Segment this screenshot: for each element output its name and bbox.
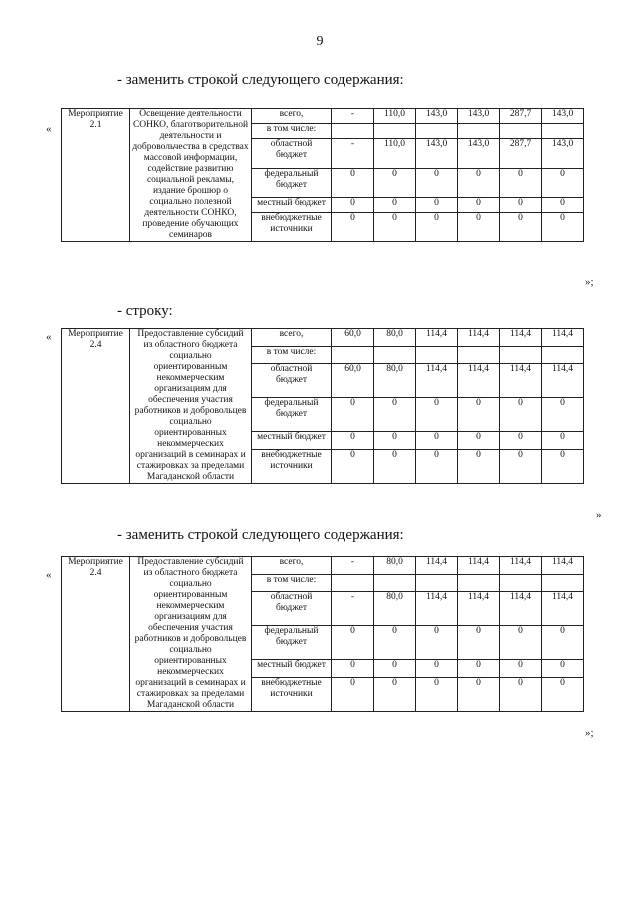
value-cell: 114,4 (500, 329, 542, 347)
value-cell: 110,0 (374, 139, 416, 168)
value-cell: 0 (374, 212, 416, 241)
value-cell: 0 (332, 432, 374, 450)
value-cell: 0 (416, 197, 458, 212)
funding-source-cell: местный бюджет (252, 197, 332, 212)
closing-quote: »; (585, 276, 594, 288)
table-row (62, 109, 584, 124)
value-cell: 114,4 (416, 329, 458, 347)
closing-quote: » (596, 509, 602, 521)
value-cell (500, 574, 542, 592)
funding-source-cell: федеральный бюджет (252, 168, 332, 197)
funding-source-cell: в том числе: (252, 346, 332, 364)
value-cell: 60,0 (332, 329, 374, 347)
heading-replace-1: - заменить строкой следующего содержания: (117, 72, 404, 88)
value-cell: 0 (374, 197, 416, 212)
value-cell: 0 (374, 660, 416, 678)
value-cell: 0 (374, 449, 416, 483)
opening-quote: « (46, 569, 52, 581)
value-cell: 143,0 (458, 139, 500, 168)
value-cell: 114,4 (542, 329, 584, 347)
value-cell: 114,4 (542, 592, 584, 626)
page-number: 9 (316, 34, 324, 49)
value-cell: 143,0 (458, 109, 500, 124)
value-cell (542, 346, 584, 364)
value-cell: 0 (542, 168, 584, 197)
value-cell: 0 (332, 626, 374, 660)
value-cell: - (332, 139, 374, 168)
value-cell: 0 (458, 197, 500, 212)
value-cell: 114,4 (458, 557, 500, 575)
funding-source-cell: всего, (252, 109, 332, 124)
value-cell: 114,4 (500, 557, 542, 575)
value-cell: 80,0 (374, 592, 416, 626)
value-cell: 114,4 (416, 364, 458, 398)
funding-source-cell: местный бюджет (252, 660, 332, 678)
value-cell: 0 (542, 660, 584, 678)
value-cell: 0 (542, 432, 584, 450)
funding-source-cell: федеральный бюджет (252, 398, 332, 432)
value-cell: - (332, 592, 374, 626)
value-cell: 114,4 (458, 364, 500, 398)
value-cell (332, 346, 374, 364)
opening-quote: « (46, 123, 52, 135)
value-cell: 0 (332, 168, 374, 197)
funding-source-cell: внебюджетные источники (252, 212, 332, 241)
value-cell: 114,4 (542, 557, 584, 575)
value-cell: 0 (374, 398, 416, 432)
value-cell (458, 346, 500, 364)
funding-source-cell: внебюджетные источники (252, 677, 332, 711)
value-cell: 0 (500, 660, 542, 678)
value-cell: 0 (542, 677, 584, 711)
value-cell: 287,7 (500, 109, 542, 124)
value-cell (500, 124, 542, 139)
value-cell: 0 (332, 677, 374, 711)
description-cell: Освещение деятельности СОНКО, благотворительной деятельности и добровольчества в средствах массовой информации, содействие развитию социальной рекламы, издание брошюр о социально полезной деятельности СОНКО, проведение обучающих семинаров (130, 109, 252, 242)
funding-source-cell: областной бюджет (252, 139, 332, 168)
value-cell: 0 (500, 449, 542, 483)
value-cell: 0 (500, 197, 542, 212)
value-cell: 114,4 (500, 592, 542, 626)
value-cell: 0 (458, 212, 500, 241)
value-cell: 0 (500, 212, 542, 241)
closing-quote: »; (585, 727, 594, 739)
value-cell: 114,4 (458, 592, 500, 626)
value-cell: 0 (416, 398, 458, 432)
value-cell: 114,4 (416, 592, 458, 626)
value-cell: 0 (500, 168, 542, 197)
value-cell (416, 346, 458, 364)
value-cell: 0 (374, 168, 416, 197)
value-cell: 0 (416, 168, 458, 197)
value-cell: 0 (416, 212, 458, 241)
opening-quote: « (46, 331, 52, 343)
table-row (62, 557, 584, 575)
heading-replace-2: - заменить строкой следующего содержания: (117, 527, 404, 543)
funding-source-cell: внебюджетные источники (252, 449, 332, 483)
value-cell: 80,0 (374, 557, 416, 575)
value-cell: 0 (416, 626, 458, 660)
value-cell: 114,4 (458, 329, 500, 347)
value-cell: 0 (416, 449, 458, 483)
event-cell: Мероприятие 2.4 (62, 329, 130, 484)
value-cell: 0 (374, 432, 416, 450)
funding-source-cell: областной бюджет (252, 364, 332, 398)
value-cell: 0 (374, 677, 416, 711)
value-cell: 0 (500, 626, 542, 660)
value-cell: 0 (416, 660, 458, 678)
table-row (62, 329, 584, 347)
value-cell: 0 (332, 212, 374, 241)
value-cell: 0 (458, 626, 500, 660)
value-cell (458, 124, 500, 139)
value-cell: 143,0 (416, 109, 458, 124)
value-cell: - (332, 109, 374, 124)
value-cell: 114,4 (542, 364, 584, 398)
value-cell: 0 (458, 677, 500, 711)
funding-source-cell: всего, (252, 557, 332, 575)
value-cell: 0 (332, 398, 374, 432)
value-cell: 0 (542, 398, 584, 432)
funding-source-cell: местный бюджет (252, 432, 332, 450)
value-cell: 287,7 (500, 139, 542, 168)
value-cell: 60,0 (332, 364, 374, 398)
value-cell: 0 (542, 449, 584, 483)
description-cell: Предоставление субсидий из областного бюджета социально ориентированным некоммерческим организациям для обеспечения участия работников и добровольцев социально ориентированных некоммерческих организаций в семинарах и стажировках за пределами Магаданской области (130, 557, 252, 712)
value-cell (416, 124, 458, 139)
value-cell: 0 (332, 449, 374, 483)
value-cell: 114,4 (416, 557, 458, 575)
funding-source-cell: в том числе: (252, 124, 332, 139)
value-cell (542, 574, 584, 592)
funding-source-cell: федеральный бюджет (252, 626, 332, 660)
value-cell (458, 574, 500, 592)
value-cell (374, 346, 416, 364)
value-cell: 0 (416, 432, 458, 450)
value-cell (374, 574, 416, 592)
value-cell: 0 (542, 212, 584, 241)
value-cell: 0 (500, 677, 542, 711)
value-cell: 0 (458, 432, 500, 450)
value-cell: 80,0 (374, 364, 416, 398)
value-cell: 0 (458, 398, 500, 432)
value-cell: - (332, 557, 374, 575)
value-cell: 143,0 (542, 139, 584, 168)
measure-table-2-1 (61, 108, 584, 242)
value-cell: 0 (458, 449, 500, 483)
value-cell: 0 (500, 398, 542, 432)
value-cell: 110,0 (374, 109, 416, 124)
event-cell: Мероприятие 2.4 (62, 557, 130, 712)
value-cell: 0 (332, 197, 374, 212)
funding-source-cell: областной бюджет (252, 592, 332, 626)
value-cell: 0 (500, 432, 542, 450)
value-cell (374, 124, 416, 139)
value-cell: 0 (416, 677, 458, 711)
value-cell (332, 124, 374, 139)
value-cell: 0 (542, 626, 584, 660)
value-cell: 80,0 (374, 329, 416, 347)
value-cell (500, 346, 542, 364)
heading-row: - строку: (117, 303, 173, 319)
value-cell: 114,4 (500, 364, 542, 398)
value-cell: 0 (542, 197, 584, 212)
value-cell: 0 (458, 168, 500, 197)
value-cell (416, 574, 458, 592)
value-cell: 143,0 (542, 109, 584, 124)
value-cell: 143,0 (416, 139, 458, 168)
description-cell: Предоставление субсидий из областного бюджета социально ориентированным некоммерческим организациям для обеспечения участия работников и добровольцев социально ориентированных некоммерческих организаций в семинарах и стажировках за пределами Магаданской области (130, 329, 252, 484)
value-cell (542, 124, 584, 139)
event-cell: Мероприятие 2.1 (62, 109, 130, 242)
value-cell: 0 (458, 660, 500, 678)
funding-source-cell: всего, (252, 329, 332, 347)
measure-table-2-4-old (61, 328, 584, 484)
value-cell (332, 574, 374, 592)
funding-source-cell: в том числе: (252, 574, 332, 592)
measure-table-2-4-new (61, 556, 584, 712)
value-cell: 0 (332, 660, 374, 678)
value-cell: 0 (374, 626, 416, 660)
